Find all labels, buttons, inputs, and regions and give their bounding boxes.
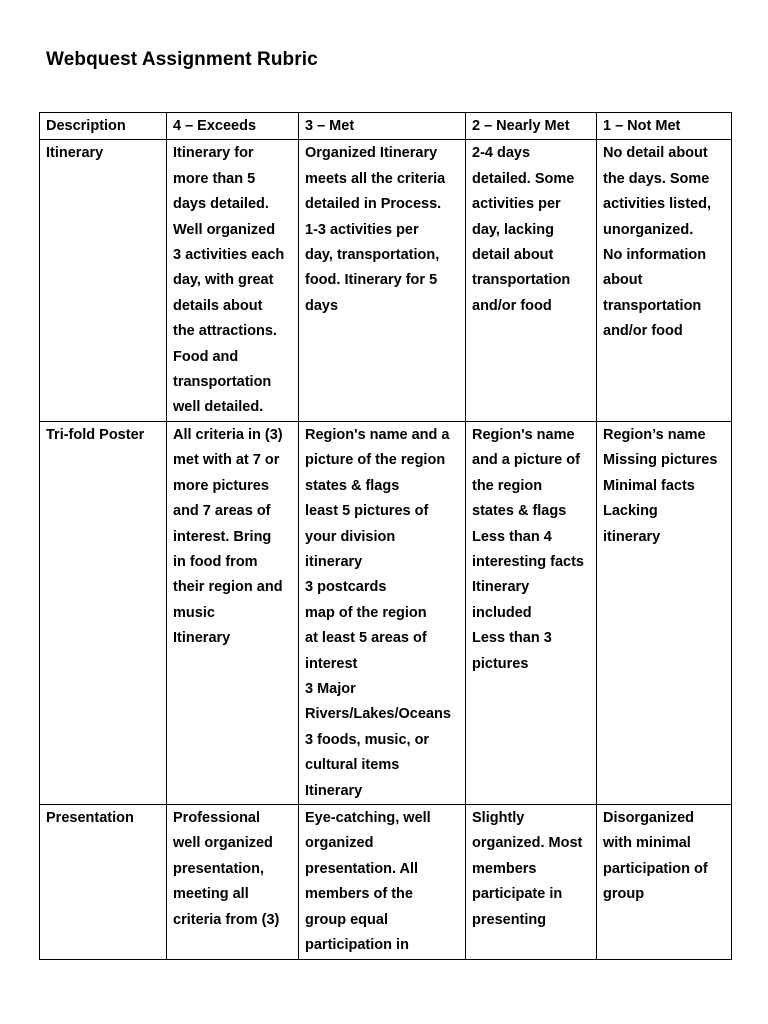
criteria-line: food. Itinerary for 5 bbox=[305, 272, 438, 289]
criteria-line: Eye-catching, well bbox=[305, 809, 431, 826]
criteria-line: pictures bbox=[472, 655, 529, 672]
criteria-line: Itinerary bbox=[305, 782, 363, 799]
header-cell-met: 3 – Met bbox=[299, 113, 466, 140]
rubric-row-presentation bbox=[40, 804, 732, 959]
criteria-line: well detailed. bbox=[173, 399, 264, 416]
criteria-cell-not-met bbox=[597, 804, 732, 959]
row-label: Presentation bbox=[40, 804, 167, 959]
row-label: Tri-fold Poster bbox=[40, 421, 167, 804]
criteria-line: details about bbox=[173, 297, 263, 314]
criteria-line: Region’s name bbox=[603, 426, 706, 443]
criteria-line: 1-3 activities per bbox=[305, 221, 419, 238]
criteria-line: interest bbox=[305, 655, 358, 672]
criteria-line: participate in bbox=[472, 886, 563, 903]
criteria-line: group equal bbox=[305, 911, 388, 928]
criteria-line: Itinerary bbox=[173, 630, 231, 647]
criteria-line: in food from bbox=[173, 553, 258, 570]
criteria-line: about bbox=[603, 272, 643, 289]
criteria-line: Itinerary bbox=[472, 579, 530, 596]
criteria-line: interesting facts bbox=[472, 553, 584, 570]
criteria-line: with minimal bbox=[603, 835, 691, 852]
criteria-line: Food and bbox=[173, 348, 239, 365]
criteria-line: 3 activities each bbox=[173, 247, 285, 264]
criteria-cell-met bbox=[299, 140, 466, 421]
criteria-line: and 7 areas of bbox=[173, 503, 271, 520]
criteria-line: 2-4 days bbox=[472, 145, 531, 162]
criteria-cell-met bbox=[299, 421, 466, 804]
criteria-line: detailed. Some bbox=[472, 170, 575, 187]
criteria-line: transportation bbox=[472, 272, 571, 289]
criteria-line: music bbox=[173, 604, 215, 621]
criteria-line: presenting bbox=[472, 911, 547, 928]
rubric-row-tri-fold-poster bbox=[40, 421, 732, 804]
criteria-line: and/or food bbox=[472, 297, 552, 314]
criteria-cell-nearly-met bbox=[466, 421, 597, 804]
criteria-line: All criteria in (3) bbox=[173, 426, 283, 443]
criteria-line: their region and bbox=[173, 579, 283, 596]
criteria-line: presentation. All bbox=[305, 860, 419, 877]
criteria-line: Less than 4 bbox=[472, 528, 552, 545]
criteria-cell-nearly-met bbox=[466, 804, 597, 959]
criteria-line: transportation bbox=[603, 297, 702, 314]
rubric-header-row bbox=[40, 113, 732, 140]
criteria-cell-nearly-met bbox=[466, 140, 597, 421]
criteria-line: No information bbox=[603, 247, 707, 264]
criteria-line: group bbox=[603, 886, 645, 903]
criteria-line: participation of bbox=[603, 860, 708, 877]
criteria-line: and a picture of bbox=[472, 452, 580, 469]
header-cell-exceeds: 4 – Exceeds bbox=[167, 113, 299, 140]
criteria-line: transportation bbox=[173, 374, 272, 391]
criteria-line: cultural items bbox=[305, 757, 400, 774]
criteria-line: presentation, bbox=[173, 860, 265, 877]
criteria-line: Slightly bbox=[472, 809, 525, 826]
criteria-line: Organized Itinerary bbox=[305, 145, 438, 162]
criteria-line: organized bbox=[305, 835, 374, 852]
criteria-line: your division bbox=[305, 528, 396, 545]
criteria-line: day, lacking bbox=[472, 221, 554, 238]
criteria-line: days bbox=[305, 297, 339, 314]
criteria-line: and/or food bbox=[603, 323, 683, 340]
rubric-row-itinerary bbox=[40, 140, 732, 421]
criteria-line: participation in bbox=[305, 937, 409, 953]
criteria-line: members bbox=[472, 860, 537, 877]
criteria-line: activities per bbox=[472, 196, 561, 213]
criteria-line: 3 foods, music, or bbox=[305, 731, 430, 748]
document-title: Webquest Assignment Rubric bbox=[46, 49, 318, 70]
criteria-line: 3 Major bbox=[305, 680, 356, 697]
criteria-line: day, with great bbox=[173, 272, 274, 289]
criteria-line: Professional bbox=[173, 809, 261, 826]
criteria-line: Itinerary for bbox=[173, 145, 254, 162]
criteria-line: included bbox=[472, 604, 532, 621]
criteria-cell-met bbox=[299, 804, 466, 959]
criteria-line: Less than 3 bbox=[472, 630, 552, 647]
criteria-line: itinerary bbox=[305, 553, 363, 570]
criteria-line: day, transportation, bbox=[305, 247, 440, 264]
criteria-line: Disorganized bbox=[603, 809, 695, 826]
criteria-line: map of the region bbox=[305, 604, 427, 621]
criteria-line: picture of the region bbox=[305, 452, 446, 469]
criteria-line: meeting all bbox=[173, 886, 249, 903]
criteria-line: at least 5 areas of bbox=[305, 630, 427, 647]
criteria-cell-not-met bbox=[597, 140, 732, 421]
criteria-line: days detailed. bbox=[173, 196, 269, 213]
criteria-line: meets all the criteria bbox=[305, 170, 446, 187]
criteria-line: Missing pictures bbox=[603, 452, 718, 469]
criteria-line: detailed in Process. bbox=[305, 196, 442, 213]
criteria-line: the region bbox=[472, 477, 543, 494]
header-cell-not-met: 1 – Not Met bbox=[597, 113, 732, 140]
rubric-table bbox=[39, 112, 732, 960]
criteria-cell-exceeds bbox=[167, 421, 299, 804]
criteria-line: 3 postcards bbox=[305, 579, 387, 596]
criteria-line: activities listed, bbox=[603, 196, 711, 213]
criteria-line: itinerary bbox=[603, 528, 661, 545]
criteria-line: No detail about bbox=[603, 145, 708, 162]
criteria-line: states & flags bbox=[472, 503, 567, 520]
criteria-line: members of the bbox=[305, 886, 413, 903]
criteria-line: Region's name bbox=[472, 426, 575, 443]
criteria-line: unorganized. bbox=[603, 221, 694, 238]
criteria-line: organized. Most bbox=[472, 835, 583, 852]
criteria-cell-not-met bbox=[597, 421, 732, 804]
criteria-line: Lacking bbox=[603, 503, 658, 520]
header-cell-nearly-met: 2 – Nearly Met bbox=[466, 113, 597, 140]
criteria-line: more pictures bbox=[173, 477, 269, 494]
criteria-line: detail about bbox=[472, 247, 554, 264]
criteria-line: well organized bbox=[173, 835, 273, 852]
row-label: Itinerary bbox=[40, 140, 167, 421]
criteria-line: interest. Bring bbox=[173, 528, 272, 545]
header-cell-description: Description bbox=[40, 113, 167, 140]
criteria-line: criteria from (3) bbox=[173, 911, 280, 928]
criteria-line: met with at 7 or bbox=[173, 452, 280, 469]
criteria-line: the days. Some bbox=[603, 170, 710, 187]
criteria-cell-exceeds bbox=[167, 140, 299, 421]
criteria-cell-exceeds bbox=[167, 804, 299, 959]
criteria-line: Minimal facts bbox=[603, 477, 695, 494]
criteria-line: the attractions. bbox=[173, 323, 277, 340]
criteria-line: more than 5 bbox=[173, 170, 256, 187]
criteria-line: Well organized bbox=[173, 221, 276, 238]
criteria-line: least 5 pictures of bbox=[305, 503, 429, 520]
criteria-line: Rivers/Lakes/Oceans bbox=[305, 706, 451, 723]
criteria-line: Region's name and a bbox=[305, 426, 450, 443]
criteria-line: states & flags bbox=[305, 477, 400, 494]
